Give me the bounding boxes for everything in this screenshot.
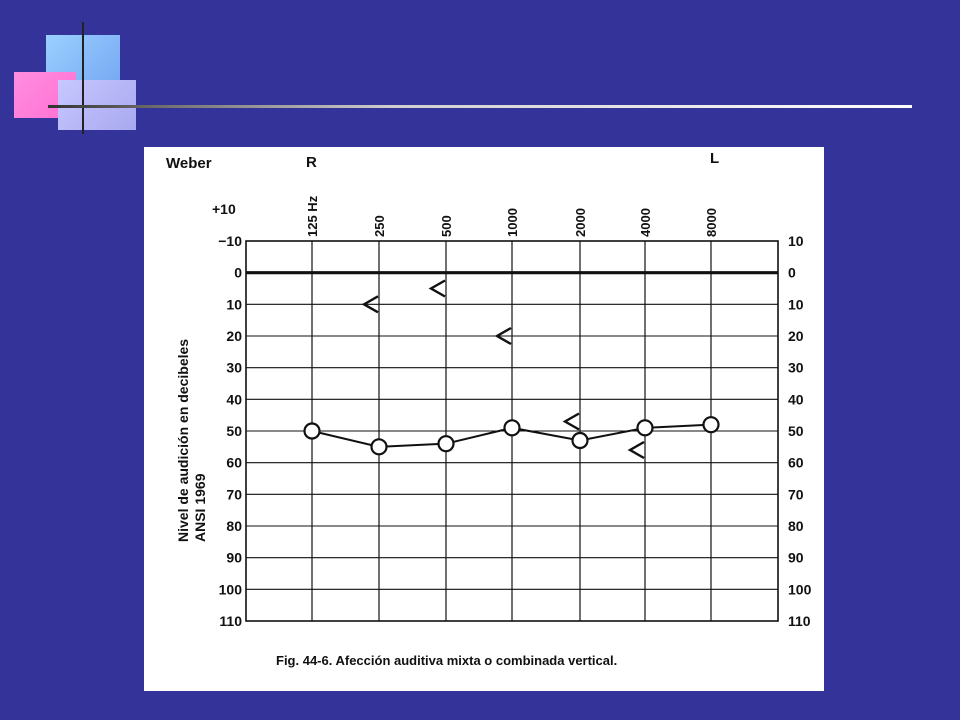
y-tick-label-left: 70 [226,486,242,503]
y-tick-label-left: 50 [226,423,242,439]
decor-vertical-line [82,22,84,134]
right-ear-label: R [306,154,317,171]
y-tick-label-left: 90 [226,549,242,566]
y-tick-label-right: 50 [788,423,804,439]
x-tick-label: 1000 [505,208,520,237]
data-point-circle [439,436,454,451]
y-axis-label-line1: Nivel de audición en decibeles [175,338,191,542]
x-tick-label: 4000 [638,208,653,237]
decor-horizontal-rule [48,105,912,108]
x-tick-label: 8000 [704,208,719,237]
y-tick-label-right: 60 [788,454,804,471]
x-tick-label: 250 [372,215,387,237]
data-point-bracket [431,281,445,297]
data-point-bracket [630,442,644,458]
weber-label: Weber [166,155,212,172]
y-tick-label-right: 30 [788,359,804,376]
x-tick-label: 2000 [573,208,588,237]
data-point-circle [305,424,320,439]
figure-caption: Fig. 44-6. Afección auditiva mixta o combinada vertical. [276,653,618,668]
y-tick-label-left: 10 [226,296,242,313]
left-ear-label: L [710,150,720,167]
y-tick-label-left: 40 [226,391,242,408]
y-tick-label-right: 0 [788,264,796,281]
y-axis-label [175,339,208,542]
x-tick-label: 125 Hz [305,195,320,237]
data-point-circle [372,439,387,454]
data-point-circle [704,417,719,432]
audiogram-figure [144,147,824,691]
y-tick-label-right: 90 [788,549,804,566]
y-tick-label-right: 10 [788,233,804,249]
y-tick-label-left: 80 [226,518,242,534]
y-tick-label-right: 100 [788,581,812,598]
y-tick-label-right: 40 [788,391,804,408]
y-tick-label-right: 110 [788,613,811,629]
y-tick-label-left: 0 [234,264,242,281]
top-extra-label: +10 [212,201,236,217]
tick-labels [218,195,811,629]
y-tick-label-left: 60 [226,454,242,471]
data-point-circle [638,420,653,435]
y-tick-label-right: 70 [788,486,804,503]
data-point-circle [505,420,520,435]
y-axis-label-line2: ANSI 1969 [192,473,208,542]
y-tick-label-left: 100 [218,581,242,598]
audiogram-chart [144,147,824,691]
y-tick-label-left: 110 [219,613,242,629]
y-tick-label-right: 80 [788,518,804,534]
y-tick-label-left: 30 [226,359,242,376]
y-tick-label-right: 10 [788,296,804,313]
x-tick-label: 500 [439,215,454,237]
data-point-circle [573,433,588,448]
y-tick-label-right: 20 [788,328,804,344]
y-tick-label-left: 20 [226,328,242,344]
data-point-bracket [565,414,579,430]
y-tick-label-left: −10 [218,233,242,249]
